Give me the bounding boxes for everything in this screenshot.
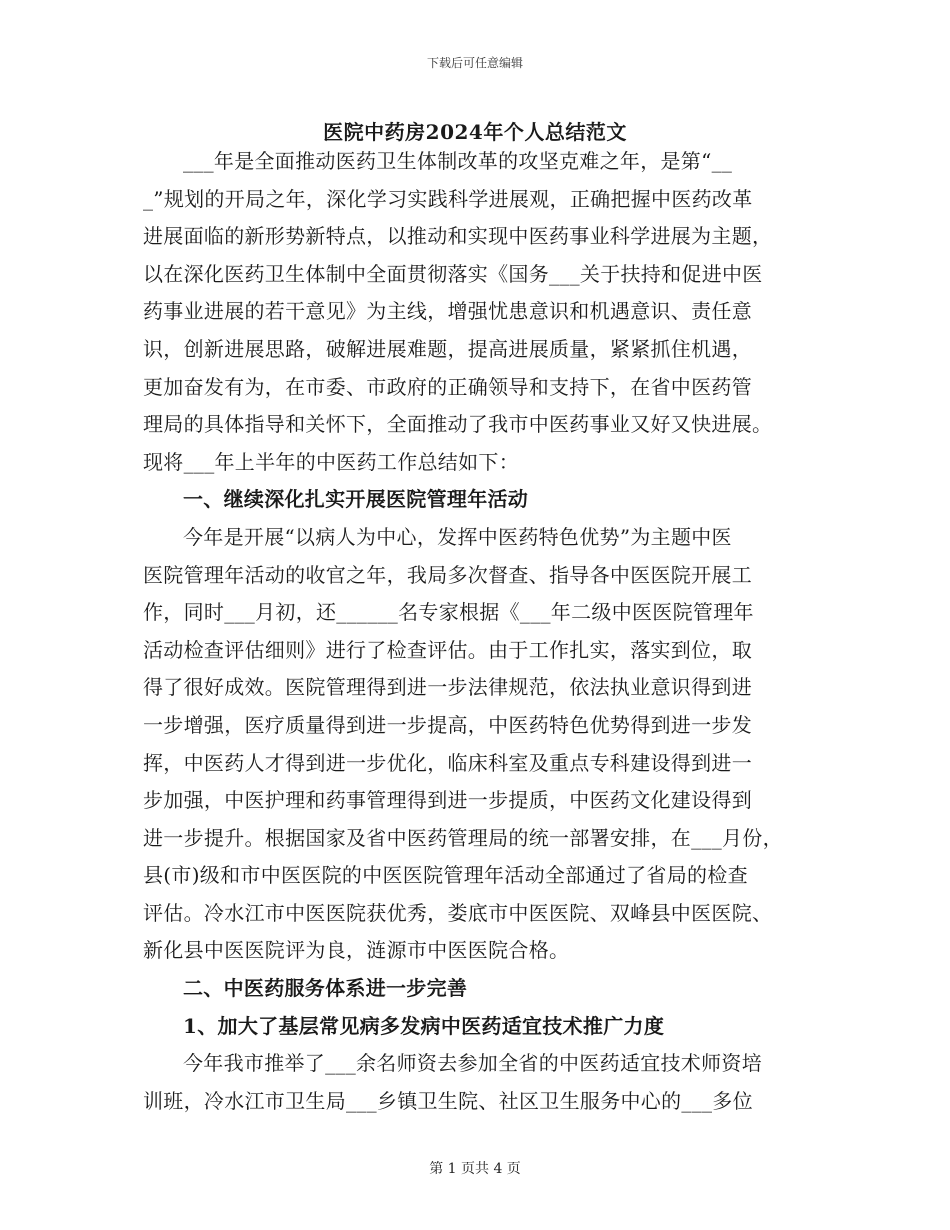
paragraph-line: 一步增强，医疗质量得到进一步提高，中医药特色优势得到进一步发 xyxy=(143,712,752,737)
paragraph-line: 得了很好成效。医院管理得到进一步法律规范，依法执业意识得到进 xyxy=(143,675,752,700)
paragraph-line: 更加奋发有为，在市委、市政府的正确领导和支持下，在省中医药管 xyxy=(143,374,752,399)
paragraph-line: 医院管理年活动的收官之年，我局多次督查、指导各中医医院开展工 xyxy=(143,562,752,587)
paragraph-line: 挥，中医药人才得到进一步优化，临床科室及重点专科建设得到进一 xyxy=(143,750,752,775)
paragraph-line: 药事业进展的若干意见》为主线，增强忧患意识和机遇意识、责任意 xyxy=(143,299,752,324)
paragraph-line: ___年是全面推动医药卫生体制改革的攻坚克难之年，是第“__ xyxy=(183,149,733,173)
document-body xyxy=(143,143,813,1120)
paragraph-line: 理局的具体指导和关怀下，全面推动了我市中医药事业又好又快进展。 xyxy=(143,412,773,437)
section-heading: 二、中医药服务体系进一步完善 xyxy=(183,976,468,1001)
subsection-heading: 1、加大了基层常见病多发病中医药适宜技术推广力度 xyxy=(183,1013,665,1038)
paragraph-line: 训班，冷水江市卫生局___乡镇卫生院、社区卫生服务中心的___多位 xyxy=(143,1088,753,1113)
paragraph-line: 以在深化医药卫生体制中全面贯彻落实《国务___关于扶持和促进中医 xyxy=(143,261,763,286)
page-footer: 第 1 页共 4 页 xyxy=(429,1161,521,1177)
paragraph-line: 新化县中医医院评为良，涟源市中医医院合格。 xyxy=(143,938,570,963)
paragraph-line: 进展面临的新形势新特点，以推动和实现中医药事业科学进展为主题， xyxy=(143,224,773,249)
header-note: 下载后可任意编辑 xyxy=(426,56,523,70)
paragraph-line: 步加强，中医护理和药事管理得到进一步提质，中医药文化建设得到 xyxy=(143,788,752,813)
paragraph-line: 识，创新进展思路，破解进展难题，提高进展质量，紧紧抓住机遇， xyxy=(143,336,752,361)
paragraph-line: 活动检查评估细则》进行了检查评估。由于工作扎实，落实到位，取 xyxy=(143,637,752,662)
paragraph-line: 进一步提升。根据国家及省中医药管理局的统一部署安排，在___月份， xyxy=(143,825,783,850)
document-title: 医院中药房2024年个人总结范文 xyxy=(323,120,627,144)
paragraph-line: 今年是开展“以病人为中心，发挥中医药特色优势”为主题中医 xyxy=(183,524,732,549)
section-heading: 一、继续深化扎实开展医院管理年活动 xyxy=(183,487,529,512)
paragraph-line: 今年我市推举了___余名师资去参加全省的中医药适宜技术师资培 xyxy=(183,1051,762,1076)
paragraph-line: 评估。冷水江市中医医院获优秀，娄底市中医医院、双峰县中医医院、 xyxy=(143,900,773,925)
paragraph-line: 县(市)级和市中医医院的中医医院管理年活动全部通过了省局的检查 xyxy=(143,863,748,888)
paragraph-line: 现将___年上半年的中医药工作总结如下： xyxy=(143,449,519,474)
paragraph-line: 作，同时___月初，还______名专家根据《___年二级中医医院管理年 xyxy=(143,600,754,625)
paragraph-line: _”规划的开局之年，深化学习实践科学进展观，正确把握中医药改革 xyxy=(143,186,753,211)
